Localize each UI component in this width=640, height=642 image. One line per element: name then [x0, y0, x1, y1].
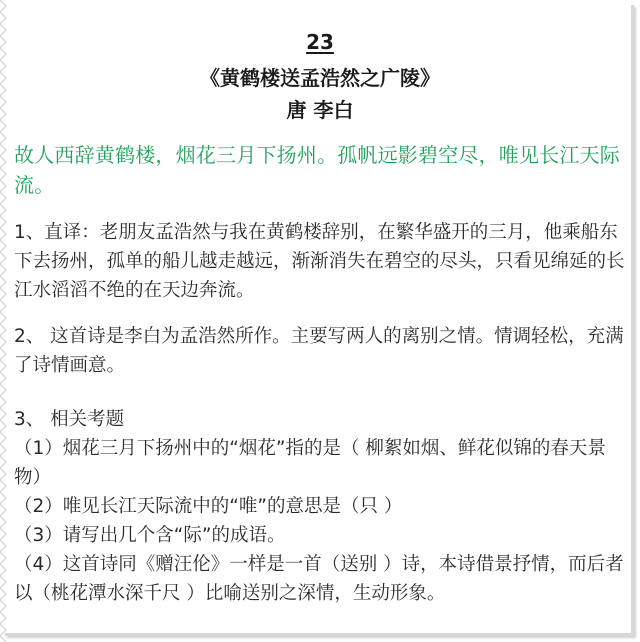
- translation-paragraph: 1、直译：老朋友孟浩然与我在黄鹤楼辞别，在繁华盛开的三月，他乘船东下去扬州，孤单的船儿越走越远，渐渐消失在碧空的尽头，只看见绵延的长江水滔滔不绝的在天边奔流。: [14, 222, 625, 301]
- poem-title: 《黄鹤楼送孟浩然之广陵》: [200, 66, 440, 90]
- lesson-number: 23: [306, 30, 334, 54]
- commentary-paragraph: 2、 这首诗是李白为孟浩然所作。主要写两人的离别之情。情调轻松，充满了诗情画意。: [14, 326, 624, 376]
- poem-text: 故人西辞黄鹤楼，烟花三月下扬州。孤帆远影碧空尽，唯见长江天际流。: [14, 143, 620, 197]
- poem-author: 唐 李白: [286, 98, 354, 122]
- exam-questions-heading: 3、 相关考题: [14, 409, 125, 430]
- exam-questions-section: [14, 405, 628, 608]
- question-4: （4）这首诗同《赠汪伦》一样是一首（送别 ）诗，本诗借景抒情，而后者以（桃花潭水深千尺 ）比喻送别之深情，生动形象。: [14, 554, 624, 604]
- question-1: （1）烟花三月下扬州中的“烟花”指的是（ 柳絮如烟、鲜花似锦的春天景物）: [14, 438, 606, 488]
- question-2: （2）唯见长江天际流中的“唯”的意思是（只 ）: [14, 496, 403, 517]
- question-3: （3）请写出几个含“际”的成语。: [14, 525, 286, 546]
